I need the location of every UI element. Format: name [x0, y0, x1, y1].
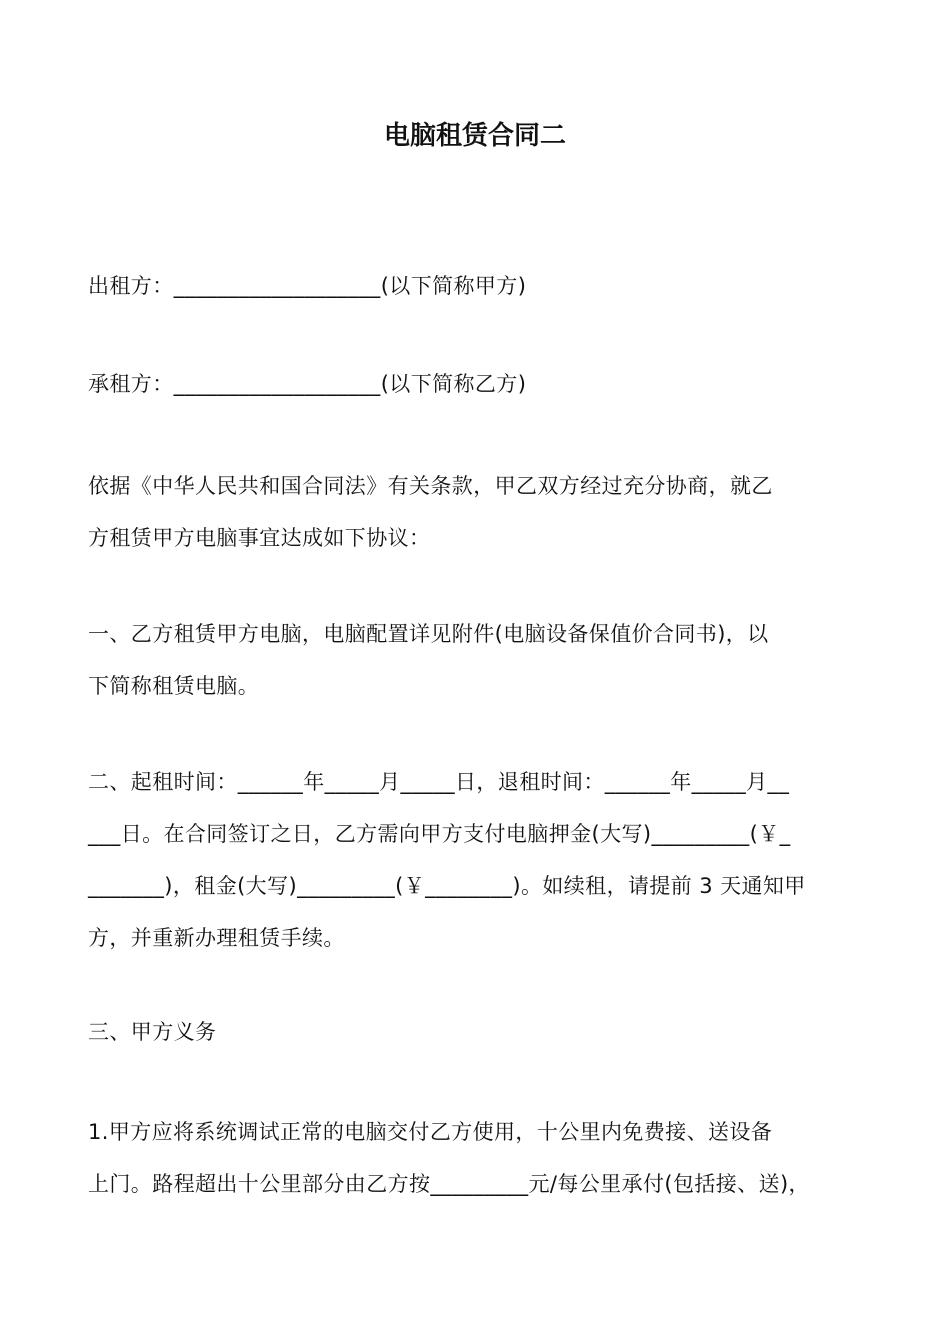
lessee-text: 承租方：___________________(以下简称乙方) [88, 372, 527, 396]
preamble-line: 依据《中华人民共和国合同法》有关条款，甲乙双方经过充分协商，就乙 [88, 474, 773, 498]
lessor-line [88, 260, 868, 312]
preamble-paragraph [88, 460, 868, 564]
preamble-line: 方租赁甲方电脑事宜达成如下协议： [88, 526, 431, 550]
clause-3-item-1-line: 1.甲方应将系统调试正常的电脑交付乙方使用，十公里内免费接、送设备 [88, 1120, 773, 1144]
clause-2-line: 方，并重新办理租赁手续。 [88, 926, 345, 950]
lessee-line [88, 358, 868, 410]
clause-3-item-1-paragraph [88, 1106, 868, 1210]
clause-3-item-1-line: 上门。路程超出十公里部分由乙方按_________元/每公里承付(包括接、送)， [88, 1172, 810, 1196]
clause-1-line: 一、乙方租赁甲方电脑，电脑配置详见附件(电脑设备保值价合同书)，以 [88, 622, 769, 646]
clause-3-heading-text: 三、甲方义务 [88, 1020, 217, 1044]
clause-1-paragraph [88, 608, 868, 712]
page-title: 电脑租赁合同二 [383, 121, 566, 151]
clause-1-line: 下简称租赁电脑。 [88, 674, 260, 698]
clause-2-paragraph [88, 756, 868, 964]
clause-2-line: 二、起租时间：______年_____月_____日，退租时间：______年_____月__ [88, 770, 790, 794]
clause-2-line: _______)，租金(大写)_________(￥________)。如续租，请提前 3 天通知甲 [88, 874, 806, 898]
clause-2-line: ___日。在合同签订之日，乙方需向甲方支付电脑押金(大写)_________(￥_ [88, 822, 791, 846]
clause-3-heading [88, 1006, 868, 1058]
lessor-text: 出租方：___________________(以下简称甲方) [88, 274, 527, 298]
